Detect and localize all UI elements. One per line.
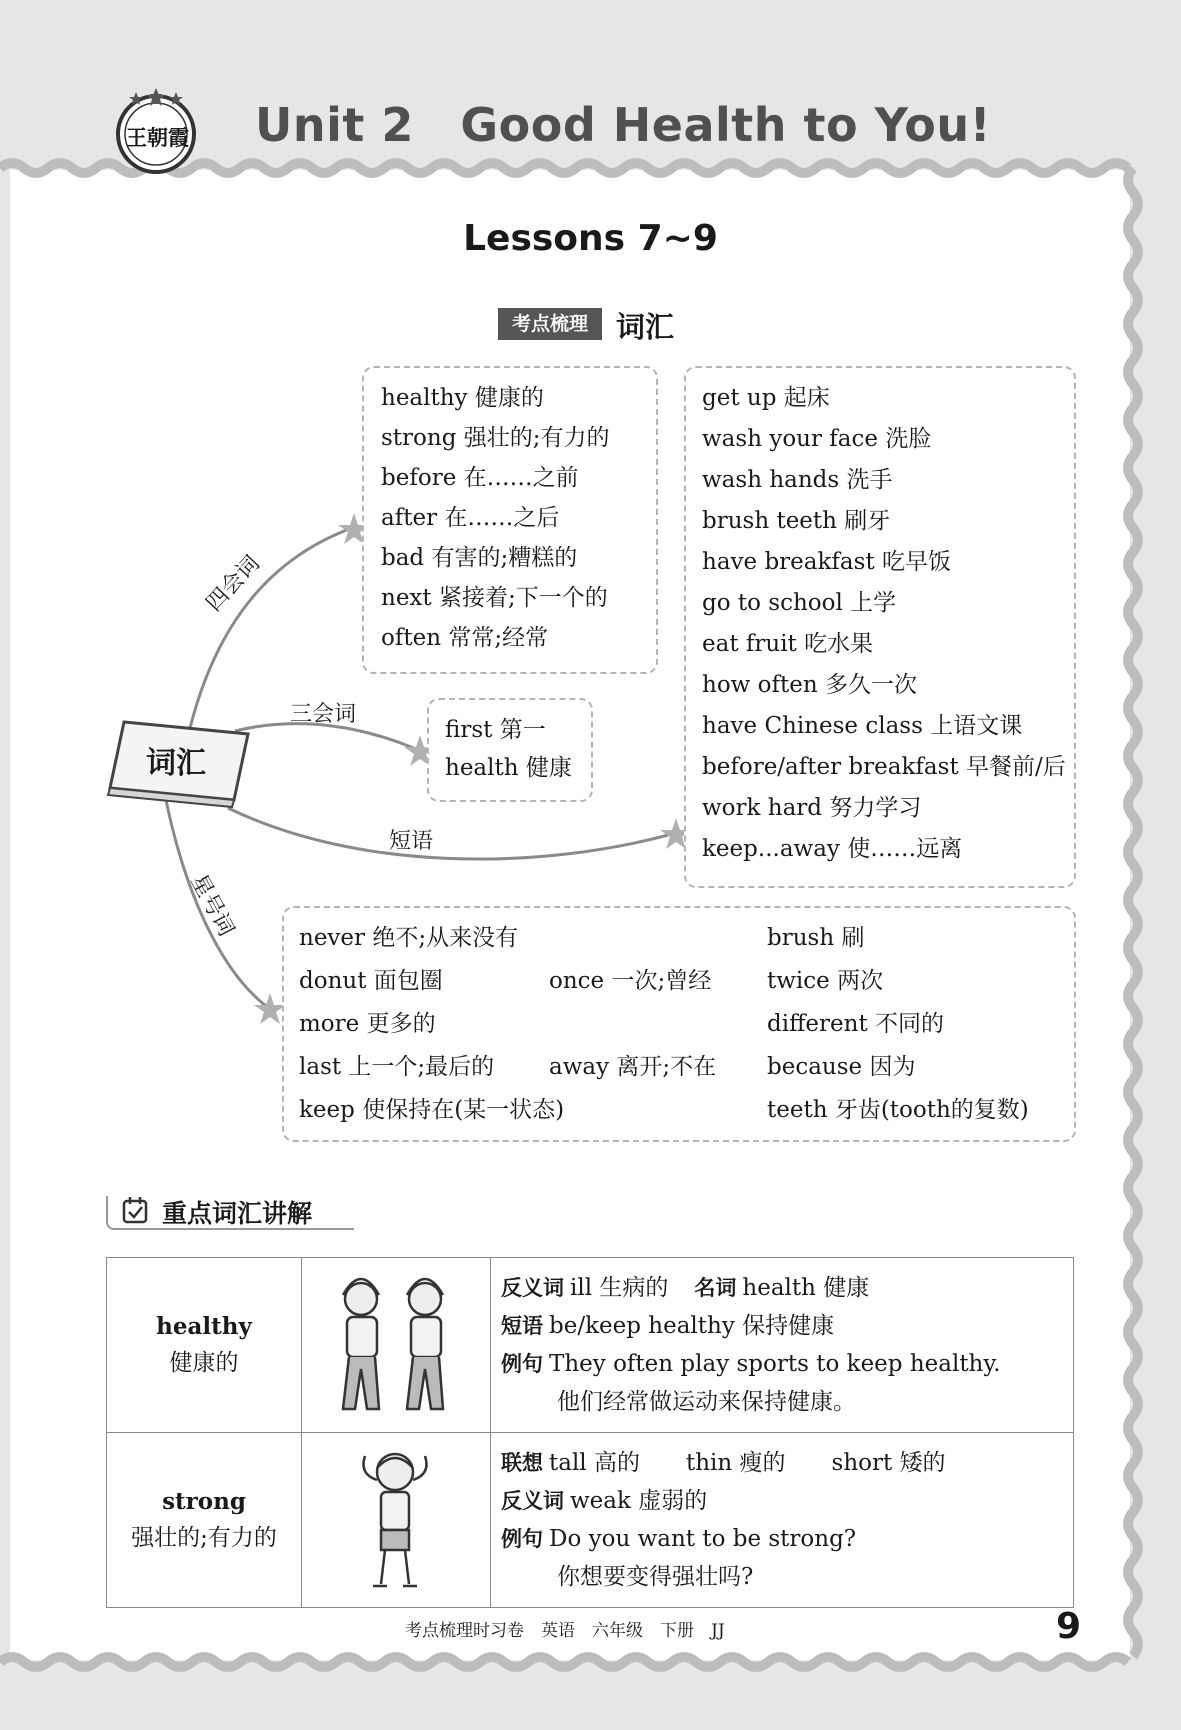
phrase-item: work hard 努力学习 (702, 795, 922, 821)
book-icon (106, 712, 252, 808)
star-word-item: away 离开;不在 (549, 1054, 717, 1080)
vocab-item: healthy 健康的 (381, 385, 544, 411)
example-translation: 你想要变得强壮吗? (557, 1564, 754, 1590)
word-cell (107, 1433, 302, 1608)
star-word-item: because 因为 (767, 1054, 916, 1080)
star-words-box (282, 906, 1076, 1142)
key-word-meaning: 强壮的;有力的 (131, 1525, 277, 1551)
vocab-item: strong 强壮的;有力的 (381, 425, 610, 451)
calendar-check-icon (122, 1196, 148, 1224)
note-text: ill 生病的 (570, 1275, 669, 1301)
note-keyword: 名词 (694, 1276, 737, 1300)
branch-label-four-skill: 四会词 (201, 551, 265, 617)
star-word-item: brush 刷 (767, 925, 865, 951)
section-tag: 考点梳理 (498, 308, 602, 340)
star-word-item: teeth 牙齿(tooth的复数) (767, 1097, 1029, 1123)
unit-title: Unit 2 Good Health to You! (255, 98, 992, 152)
note-keyword: 反义词 (501, 1276, 564, 1300)
vocab-item: often 常常;经常 (381, 625, 549, 651)
example-sentence: Do you want to be strong? (549, 1526, 857, 1552)
branch-label-star-words: 星号词 (185, 870, 239, 941)
note-keyword: 联想 (501, 1451, 543, 1475)
section-title: 词汇 (616, 310, 675, 344)
star-word-item: last 上一个;最后的 (299, 1054, 495, 1080)
star-word-item: never 绝不;从来没有 (299, 925, 519, 951)
section2-title: 重点词汇讲解 (162, 1199, 313, 1228)
key-word: healthy (156, 1313, 252, 1340)
note-keyword: 反义词 (501, 1489, 564, 1513)
phrase-item: eat fruit 吃水果 (702, 631, 874, 657)
kids-exercising-illustration (303, 1259, 489, 1427)
phrase-item: wash hands 洗手 (702, 467, 893, 493)
vocab-item: health 健康 (445, 755, 572, 781)
table-row (107, 1433, 1074, 1608)
section2-heading (106, 1196, 354, 1230)
note-text: be/keep healthy 保持健康 (549, 1313, 835, 1339)
mindmap-center-label: 词汇 (146, 746, 206, 781)
phrase-item: how often 多久一次 (702, 672, 917, 698)
footer-text: 考点梳理时习卷 英语 六年级 下册 JJ (405, 1621, 725, 1641)
phrase-item: wash your face 洗脸 (702, 426, 932, 452)
key-word: strong (162, 1488, 246, 1515)
star-word-item: once 一次;曾经 (549, 968, 712, 994)
branch-label-three-skill: 三会词 (290, 702, 357, 727)
logo-text: 王朝霞 (126, 125, 189, 150)
phrase-item: get up 起床 (702, 385, 830, 411)
word-details-cell (491, 1258, 1074, 1433)
note-text: weak 虚弱的 (570, 1488, 708, 1514)
four-skill-words-box (362, 366, 658, 674)
example-translation: 他们经常做运动来保持健康。 (557, 1389, 856, 1415)
star-word-item: keep 使保持在(某一状态) (299, 1097, 565, 1123)
star-word-item: twice 两次 (767, 968, 884, 994)
vocab-item: before 在……之前 (381, 465, 579, 491)
phrases-box (684, 366, 1076, 888)
note-keyword: 例句 (501, 1352, 543, 1376)
word-cell (107, 1258, 302, 1433)
three-skill-words-box (427, 698, 593, 802)
phrase-item: go to school 上学 (702, 590, 897, 616)
page-number: 9 (1056, 1606, 1082, 1647)
key-words-table (106, 1257, 1074, 1608)
illustration-cell (302, 1258, 491, 1433)
vocab-item: next 紧接着;下一个的 (381, 585, 608, 611)
note-keyword: 例句 (501, 1527, 543, 1551)
phrase-item: have breakfast 吃早饭 (702, 549, 952, 575)
star-word-item: different 不同的 (767, 1011, 945, 1037)
star-word-item: more 更多的 (299, 1011, 436, 1037)
table-row (107, 1258, 1074, 1433)
illustration-cell (302, 1433, 491, 1608)
note-keyword: 短语 (501, 1314, 543, 1338)
vocab-item: bad 有害的;糟糕的 (381, 545, 578, 571)
lesson-title: Lessons 7~9 (463, 218, 718, 259)
phrase-item: have Chinese class 上语文课 (702, 713, 1023, 739)
phrase-item: before/after breakfast 早餐前/后 (702, 754, 1066, 780)
phrase-item: keep...away 使……远离 (702, 836, 963, 862)
note-text: tall 高的 thin 瘦的 short 矮的 (549, 1450, 946, 1476)
vocab-item: after 在……之后 (381, 505, 560, 531)
vocab-item: first 第一 (445, 717, 546, 743)
strong-boy-illustration (303, 1434, 489, 1602)
word-details-cell (491, 1433, 1074, 1608)
branch-label-phrases: 短语 (389, 829, 434, 854)
phrase-item: brush teeth 刷牙 (702, 508, 891, 534)
note-text: health 健康 (742, 1275, 870, 1301)
star-word-item: donut 面包圈 (299, 968, 443, 994)
example-sentence: They often play sports to keep healthy. (549, 1351, 1001, 1377)
key-word-meaning: 健康的 (169, 1350, 239, 1376)
